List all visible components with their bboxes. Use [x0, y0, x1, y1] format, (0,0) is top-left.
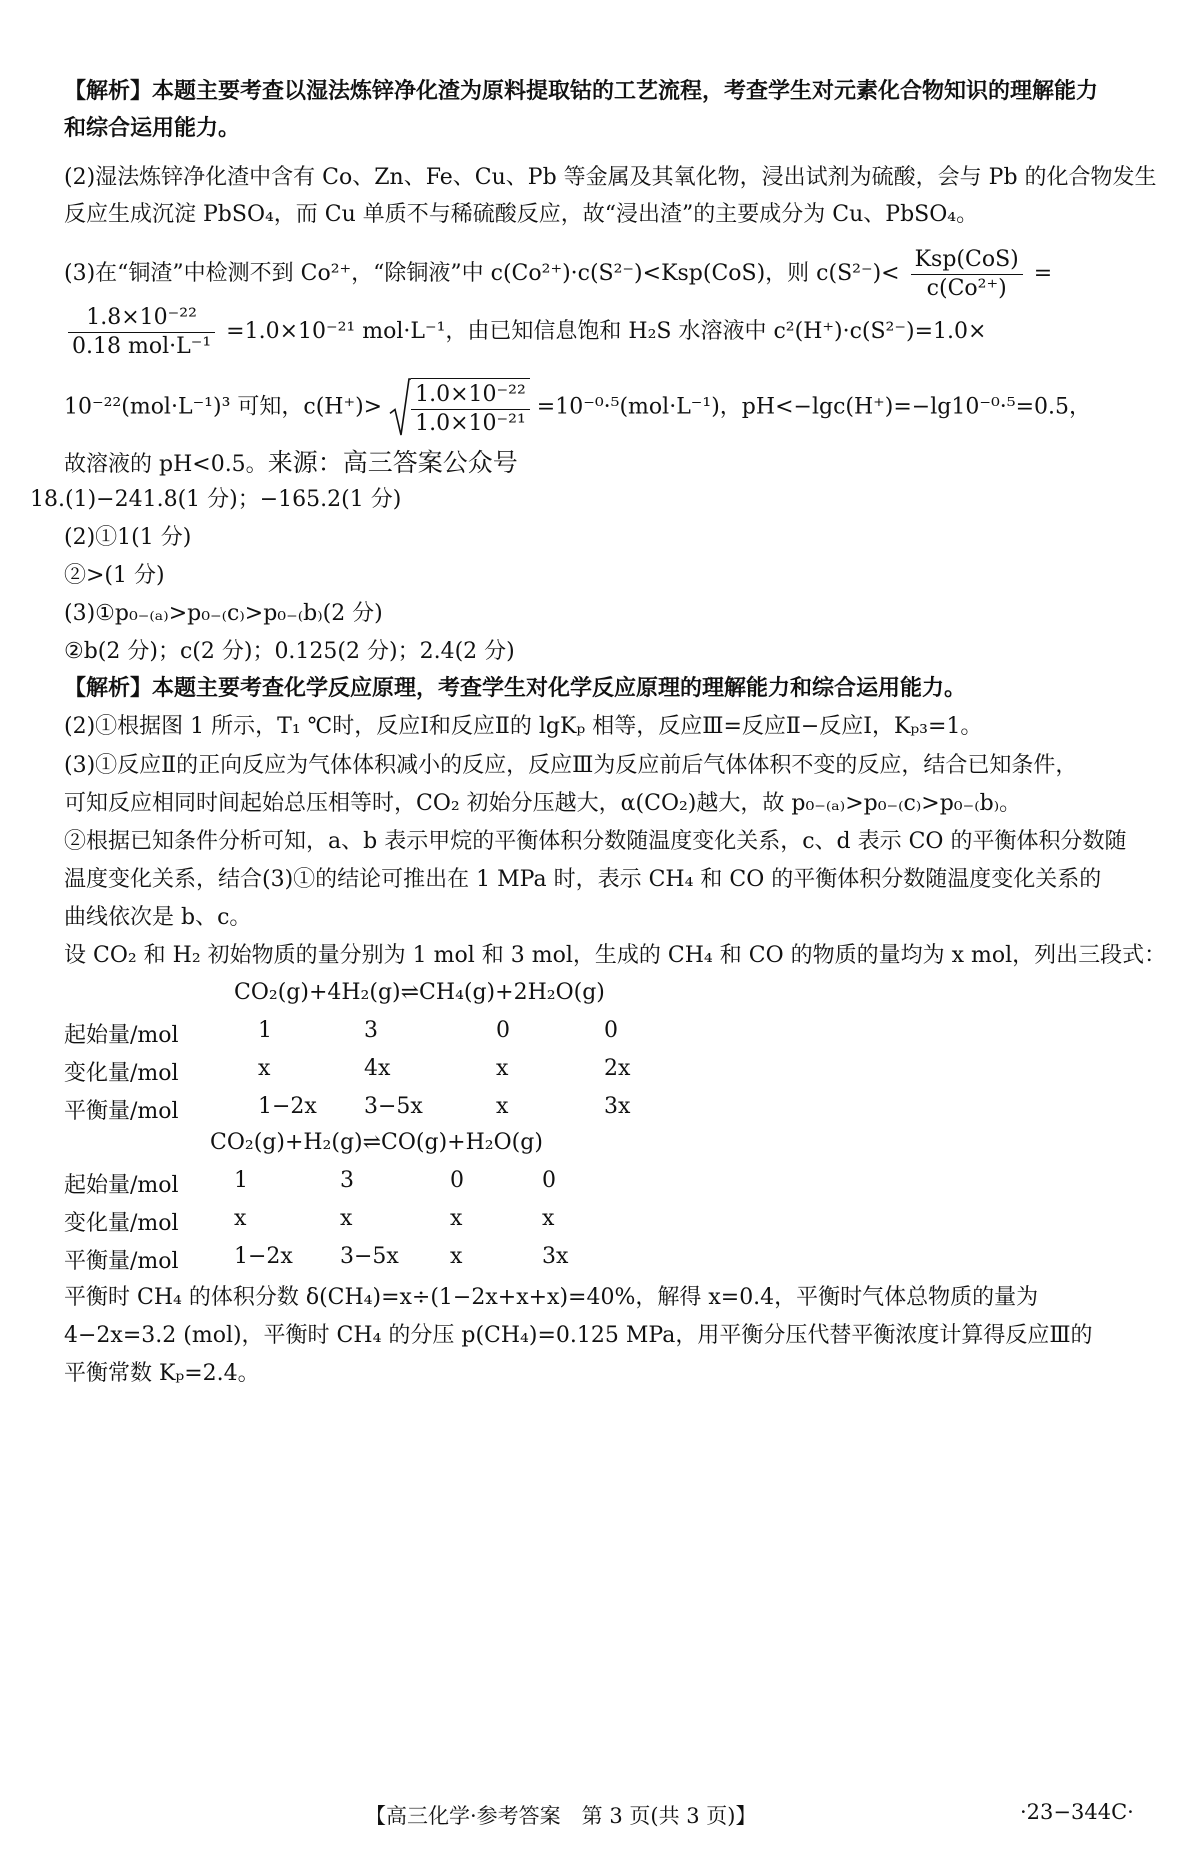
analysis-intro-text: 本题主要考查化学反应原理，考查学生对化学反应原理的理解能力和综合运用能力。: [152, 676, 967, 701]
table-cell: x: [234, 1206, 247, 1231]
table-cell: x: [496, 1056, 509, 1081]
q18-explain-3-line4: 温度变化关系，结合(3)①的结论可推出在 1 MPa 时，表示 CH₄ 和 CO 的平衡体积分数随温度变化关系的: [64, 867, 1102, 892]
q18-explain-3-line3: ②根据已知条件分析可知，a、b 表示甲烷的平衡体积分数随温度变化关系，c、d 表示 CO 的平衡体积分数随: [64, 829, 1127, 854]
analysis-intro-line1: [64, 78, 1098, 106]
table-cell: 1: [258, 1018, 272, 1043]
q18-answer-2-2: ②>(1 分): [64, 563, 165, 588]
table-cell: 2x: [604, 1056, 631, 1081]
table-row-label: 平衡量/mol: [64, 1099, 179, 1124]
table-row-label: 变化量/mol: [64, 1061, 179, 1086]
ksp-over-cco-fraction: [911, 246, 1023, 302]
page-footer-label: 【高三化学·参考答案 第 3 页(共 3 页)】: [365, 1804, 757, 1828]
table-cell: 3−5x: [364, 1094, 423, 1119]
analysis-p3-text4: 故溶液的 pH<0.5。: [64, 452, 268, 477]
question-number: 18.: [30, 487, 65, 512]
analysis-p3-line1: [64, 246, 1052, 302]
analysis-p3-line4: [64, 447, 518, 479]
analysis-intro-text: 本题主要考查以湿法炼锌净化渣为原料提取钴的工艺流程，考查学生对元素化合物知识的理解能力: [152, 79, 1099, 104]
q18-answer-2-1: (2)①1(1 分): [64, 525, 192, 550]
table-cell: x: [450, 1206, 463, 1231]
table-cell: x: [340, 1206, 353, 1231]
q18-conclusion-line1: 平衡时 CH₄ 的体积分数 δ(CH₄)=x÷(1−2x+x+x)=40%，解得 x=0.4，平衡时气体总物质的量为: [64, 1285, 1039, 1310]
analysis-p2-line1: (2)湿法炼锌净化渣中含有 Co、Zn、Fe、Cu、Pb 等金属及其氧化物，浸出试剂为硫酸，会与 Pb 的化合物发生: [64, 165, 1157, 190]
q18-conclusion-line2: 4−2x=3.2 (mol)，平衡时 CH₄ 的分压 p(CH₄)=0.125 MPa，用平衡分压代替平衡浓度计算得反应Ⅲ的: [64, 1323, 1093, 1348]
table-row-label: 变化量/mol: [64, 1211, 179, 1236]
square-root-expression: [389, 378, 530, 437]
analysis-p3-text3a: 10⁻²²(mol·L⁻¹)³ 可知，c(H⁺)>: [64, 394, 383, 420]
root-fraction: [411, 381, 530, 437]
table-row-label: 起始量/mol: [64, 1173, 179, 1198]
table-cell: 0: [604, 1018, 618, 1043]
reaction-equation-1: CO₂(g)+4H₂(g)⇌CH₄(g)+2H₂O(g): [234, 980, 605, 1005]
answer-part-1: (1)−241.8(1 分)；−165.2(1 分): [65, 487, 402, 512]
q18-answer-3-1: (3)①p₀₋₍ₐ₎>p₀₋₍c₎>p₀₋₍b₎(2 分): [64, 601, 383, 626]
q18-explain-3-line2: 可知反应相同时间起始总压相等时，CO₂ 初始分压越大，α(CO₂)越大，故 p₀₋₍ₐ₎>p₀₋₍c₎>p₀₋₍b₎。: [64, 791, 1022, 816]
document-code: ·23−344C·: [1020, 1800, 1134, 1824]
q18-answer-3-2: ②b(2 分)；c(2 分)；0.125(2 分)；2.4(2 分): [64, 639, 515, 664]
fraction-denominator: 0.18 mol·L⁻¹: [72, 333, 212, 359]
table-cell: 3x: [604, 1094, 631, 1119]
table-cell: 1: [234, 1168, 248, 1193]
analysis-p3-text2: =1.0×10⁻²¹ mol·L⁻¹，由已知信息饱和 H₂S 水溶液中 c²(H⁺)·c(S²⁻)=1.0×: [226, 319, 987, 344]
equals-sign: =: [1033, 261, 1053, 286]
table-cell: x: [258, 1056, 271, 1081]
table-cell: x: [450, 1244, 463, 1269]
table-row-label: 平衡量/mol: [64, 1249, 179, 1274]
table-cell: 0: [542, 1168, 556, 1193]
analysis-tag: 【解析】: [64, 676, 153, 701]
table-cell: 3: [340, 1168, 354, 1193]
analysis-p3-text3b: =10⁻⁰·⁵(mol·L⁻¹)，pH<−lgc(H⁺)=−lg10⁻⁰·⁵=0.5，: [536, 394, 1091, 420]
table-cell: 0: [496, 1018, 510, 1043]
table-cell: 3: [364, 1018, 378, 1043]
analysis-tag: 【解析】: [64, 79, 153, 104]
table-cell: 1−2x: [234, 1244, 293, 1269]
fraction-numerator: 1.0×10⁻²²: [411, 381, 530, 410]
q18-answer-1: [30, 486, 401, 514]
analysis-intro-line2: 和综合运用能力。: [64, 116, 241, 141]
fraction-denominator: 1.0×10⁻²¹: [415, 410, 526, 436]
table-row-label: 起始量/mol: [64, 1023, 179, 1048]
reaction-equation-2: CO₂(g)+H₂(g)⇌CO(g)+H₂O(g): [210, 1130, 543, 1155]
q18-conclusion-line3: 平衡常数 Kₚ=2.4。: [64, 1361, 260, 1386]
table-cell: 3x: [542, 1244, 569, 1269]
table-cell: 3−5x: [340, 1244, 399, 1269]
q18-explain-3-line1: (3)①反应Ⅱ的正向反应为气体体积减小的反应，反应Ⅲ为反应前后气体体积不变的反应，结合已知条件，: [64, 753, 1078, 778]
value-fraction: [68, 304, 215, 360]
q18-explain-3-line5: 曲线依次是 b、c。: [64, 905, 252, 930]
fraction-denominator: c(Co²⁺): [926, 275, 1007, 301]
fraction-numerator: 1.8×10⁻²²: [68, 304, 215, 333]
analysis-p3-line2: [64, 304, 986, 360]
q18-analysis-intro: [64, 675, 966, 703]
analysis-p2-line2: 反应生成沉淀 PbSO₄，而 Cu 单质不与稀硫酸反应，故“浸出渣”的主要成分为 Cu、PbSO₄。: [64, 202, 979, 227]
radical-sign-icon: [389, 378, 411, 437]
table-cell: x: [542, 1206, 555, 1231]
table-cell: 4x: [364, 1056, 391, 1081]
q18-explain-2: (2)①根据图 1 所示，T₁ ℃时，反应Ⅰ和反应Ⅱ的 lgKₚ 相等，反应Ⅲ=反应Ⅱ−反应Ⅰ，Kₚ₃=1。: [64, 714, 983, 739]
analysis-p3-line3: [64, 378, 1091, 437]
table-cell: x: [496, 1094, 509, 1119]
table-cell: 0: [450, 1168, 464, 1193]
fraction-numerator: Ksp(CoS): [911, 246, 1023, 275]
q18-setup-text: 设 CO₂ 和 H₂ 初始物质的量分别为 1 mol 和 3 mol，生成的 CH₄ 和 CO 的物质的量均为 x mol，列出三段式：: [64, 943, 1167, 968]
source-watermark: 来源：高三答案公众号: [267, 448, 518, 477]
analysis-p3-text1: (3)在“铜渣”中检测不到 Co²⁺，“除铜液”中 c(Co²⁺)·c(S²⁻)<Ksp(CoS)，则 c(S²⁻)<: [64, 261, 900, 286]
table-cell: 1−2x: [258, 1094, 317, 1119]
